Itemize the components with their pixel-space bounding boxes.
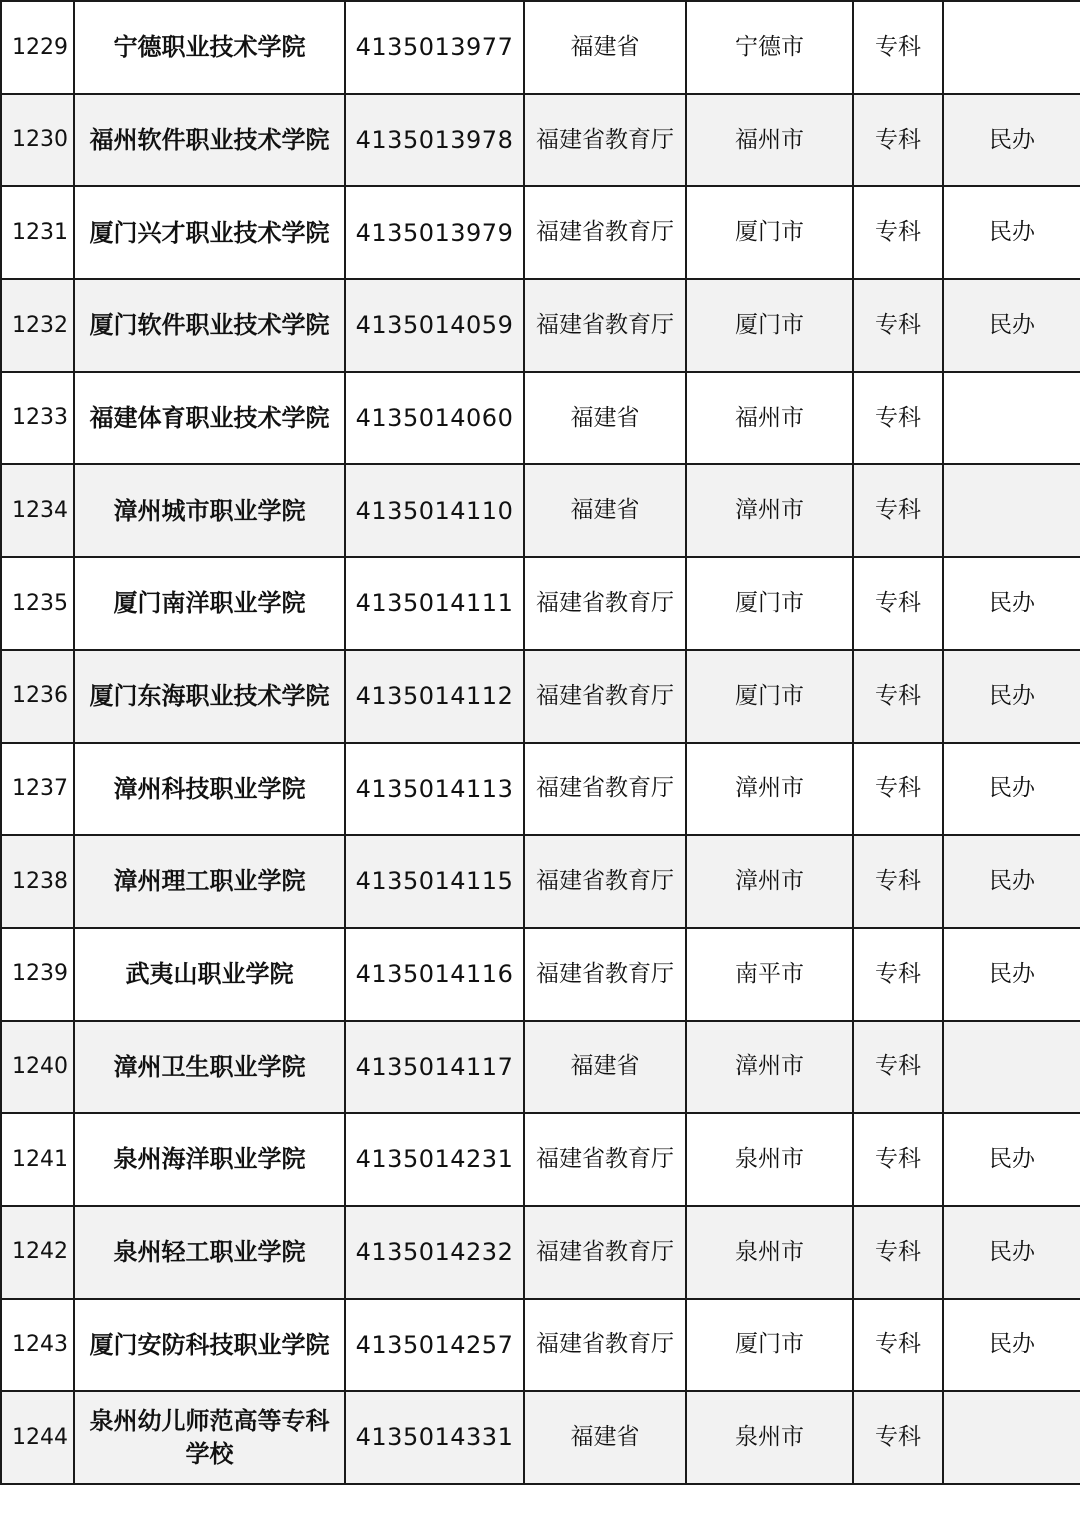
school-name-cell: 厦门软件职业技术学院 [74,279,345,372]
level-cell: 专科 [853,557,943,650]
city-cell: 漳州市 [686,743,853,836]
table-row [1,743,1080,836]
note-cell: 民办 [943,94,1080,187]
city-cell: 宁德市 [686,1,853,94]
level-cell: 专科 [853,1021,943,1114]
table-row [1,186,1080,279]
school-code-cell: 4135014117 [345,1021,524,1114]
row-number-cell: 1239 [1,928,74,1021]
note-cell [943,1021,1080,1114]
row-number-cell: 1231 [1,186,74,279]
school-name-cell: 厦门安防科技职业学院 [74,1299,345,1392]
department-cell: 福建省教育厅 [524,186,686,279]
table-row [1,279,1080,372]
school-code-cell: 4135014110 [345,464,524,557]
school-code-cell: 4135014257 [345,1299,524,1392]
school-name-cell: 漳州城市职业学院 [74,464,345,557]
city-cell: 泉州市 [686,1113,853,1206]
school-code-cell: 4135013979 [345,186,524,279]
level-cell: 专科 [853,650,943,743]
level-cell: 专科 [853,372,943,465]
table-row [1,1113,1080,1206]
school-name-cell: 宁德职业技术学院 [74,1,345,94]
note-cell: 民办 [943,743,1080,836]
department-cell: 福建省教育厅 [524,279,686,372]
note-cell: 民办 [943,650,1080,743]
school-code-cell: 4135014112 [345,650,524,743]
department-cell: 福建省教育厅 [524,1113,686,1206]
row-number-cell: 1237 [1,743,74,836]
level-cell: 专科 [853,1391,943,1484]
level-cell: 专科 [853,1,943,94]
school-name-cell: 厦门兴才职业技术学院 [74,186,345,279]
city-cell: 福州市 [686,94,853,187]
note-cell [943,372,1080,465]
note-cell: 民办 [943,928,1080,1021]
level-cell: 专科 [853,464,943,557]
school-code-cell: 4135014111 [345,557,524,650]
row-number-cell: 1238 [1,835,74,928]
city-cell: 漳州市 [686,835,853,928]
city-cell: 漳州市 [686,1021,853,1114]
table-row [1,1206,1080,1299]
department-cell: 福建省教育厅 [524,650,686,743]
city-cell: 南平市 [686,928,853,1021]
city-cell: 漳州市 [686,464,853,557]
level-cell: 专科 [853,1206,943,1299]
school-code-cell: 4135013977 [345,1,524,94]
school-name-cell: 漳州理工职业学院 [74,835,345,928]
note-cell: 民办 [943,1206,1080,1299]
row-number-cell: 1234 [1,464,74,557]
table-row [1,94,1080,187]
city-cell: 泉州市 [686,1206,853,1299]
school-name-cell: 漳州卫生职业学院 [74,1021,345,1114]
row-number-cell: 1244 [1,1391,74,1484]
row-number-cell: 1230 [1,94,74,187]
school-name-cell: 泉州海洋职业学院 [74,1113,345,1206]
level-cell: 专科 [853,94,943,187]
level-cell: 专科 [853,186,943,279]
department-cell: 福建省 [524,1021,686,1114]
level-cell: 专科 [853,1113,943,1206]
school-name-cell: 泉州轻工职业学院 [74,1206,345,1299]
school-name-cell: 福州软件职业技术学院 [74,94,345,187]
city-cell: 厦门市 [686,186,853,279]
table-row [1,372,1080,465]
row-number-cell: 1242 [1,1206,74,1299]
city-cell: 厦门市 [686,650,853,743]
department-cell: 福建省教育厅 [524,557,686,650]
level-cell: 专科 [853,928,943,1021]
table-row [1,928,1080,1021]
school-code-cell: 4135014232 [345,1206,524,1299]
level-cell: 专科 [853,743,943,836]
row-number-cell: 1232 [1,279,74,372]
row-number-cell: 1235 [1,557,74,650]
department-cell: 福建省 [524,1,686,94]
table-row [1,835,1080,928]
row-number-cell: 1233 [1,372,74,465]
school-name-cell: 武夷山职业学院 [74,928,345,1021]
school-code-cell: 4135014113 [345,743,524,836]
school-name-cell: 漳州科技职业学院 [74,743,345,836]
row-number-cell: 1241 [1,1113,74,1206]
city-cell: 福州市 [686,372,853,465]
note-cell [943,1,1080,94]
note-cell [943,464,1080,557]
city-cell: 厦门市 [686,279,853,372]
school-code-cell: 4135014059 [345,279,524,372]
row-number-cell: 1243 [1,1299,74,1392]
school-code-cell: 4135014331 [345,1391,524,1484]
city-cell: 厦门市 [686,1299,853,1392]
school-name-cell: 厦门南洋职业学院 [74,557,345,650]
level-cell: 专科 [853,279,943,372]
department-cell: 福建省 [524,464,686,557]
department-cell: 福建省教育厅 [524,928,686,1021]
school-code-cell: 4135013978 [345,94,524,187]
department-cell: 福建省教育厅 [524,94,686,187]
department-cell: 福建省 [524,372,686,465]
note-cell: 民办 [943,557,1080,650]
table-row [1,1,1080,94]
note-cell [943,1391,1080,1484]
school-name-cell: 泉州幼儿师范高等专科学校 [74,1391,345,1484]
table-row [1,1299,1080,1392]
school-name-cell: 福建体育职业技术学院 [74,372,345,465]
note-cell: 民办 [943,1299,1080,1392]
row-number-cell: 1236 [1,650,74,743]
school-code-cell: 4135014231 [345,1113,524,1206]
table-body [1,1,1080,1484]
level-cell: 专科 [853,1299,943,1392]
note-cell: 民办 [943,186,1080,279]
department-cell: 福建省教育厅 [524,1299,686,1392]
row-number-cell: 1240 [1,1021,74,1114]
note-cell: 民办 [943,1113,1080,1206]
row-number-cell: 1229 [1,1,74,94]
level-cell: 专科 [853,835,943,928]
table-row [1,1021,1080,1114]
note-cell: 民办 [943,279,1080,372]
school-code-cell: 4135014116 [345,928,524,1021]
table-row [1,464,1080,557]
department-cell: 福建省教育厅 [524,835,686,928]
department-cell: 福建省教育厅 [524,743,686,836]
school-name-cell: 厦门东海职业技术学院 [74,650,345,743]
city-cell: 厦门市 [686,557,853,650]
department-cell: 福建省教育厅 [524,1206,686,1299]
table-row [1,650,1080,743]
city-cell: 泉州市 [686,1391,853,1484]
table-row [1,1391,1080,1484]
school-code-cell: 4135014115 [345,835,524,928]
department-cell: 福建省 [524,1391,686,1484]
school-code-cell: 4135014060 [345,372,524,465]
table-row [1,557,1080,650]
note-cell: 民办 [943,835,1080,928]
